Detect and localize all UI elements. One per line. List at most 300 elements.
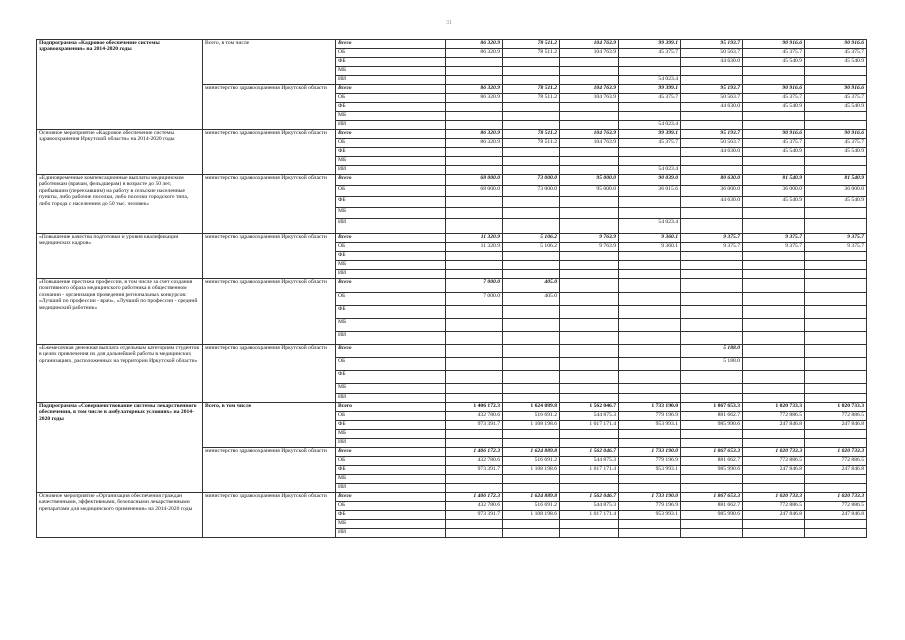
amount-cell: 44 630.0 — [681, 148, 743, 157]
amount-cell — [743, 332, 805, 345]
amount-cell — [619, 279, 681, 293]
amount-cell: 881 662.7 — [681, 457, 743, 466]
amount-cell: 516 691.2 — [503, 457, 560, 466]
program-name-cell: Подпрограмма «Совершенствование системы лекарственного обеспечения, в том числе в амбулаторных условиях» на 2014-2020 годы — [37, 403, 203, 493]
amount-cell: 9 375.7 — [805, 243, 867, 252]
amount-cell: 247 846.8 — [805, 466, 867, 475]
amount-cell — [805, 475, 867, 484]
amount-cell: 90 916.6 — [743, 40, 805, 49]
amount-cell — [503, 148, 560, 157]
amount-cell: 90 916.6 — [743, 130, 805, 139]
amount-cell — [681, 439, 743, 448]
table-row — [37, 279, 867, 293]
page-number: 31 — [446, 20, 452, 26]
amount-cell — [743, 358, 805, 371]
amount-cell: 5 106.2 — [503, 234, 560, 243]
amount-cell — [560, 371, 619, 384]
amount-cell — [503, 103, 560, 112]
amount-cell: 1 624 889.8 — [503, 403, 560, 412]
amount-cell: 9 763.9 — [560, 243, 619, 252]
program-name-cell: Основное мероприятие «Организация обеспечения граждан качественными, эффективными, безопасными лекарственными препаратами для медицинского применения» на 2014-2020 годы — [37, 493, 203, 538]
amount-cell: 1 562 046.7 — [560, 448, 619, 457]
amount-cell: 50 563.7 — [681, 94, 743, 103]
amount-cell — [446, 261, 503, 270]
amount-cell: 779 196.9 — [619, 412, 681, 421]
amount-cell — [560, 319, 619, 332]
amount-cell: 45 375.7 — [619, 94, 681, 103]
amount-cell — [681, 332, 743, 345]
amount-cell: 247 846.8 — [743, 421, 805, 430]
amount-cell: 1 017 171.4 — [560, 511, 619, 520]
amount-cell — [560, 103, 619, 112]
amount-cell — [805, 439, 867, 448]
amount-cell: 247 846.8 — [805, 421, 867, 430]
amount-cell: 247 846.8 — [743, 511, 805, 520]
amount-cell: 86 320.9 — [446, 94, 503, 103]
amount-cell — [681, 430, 743, 439]
amount-cell: 1 406 172.3 — [446, 493, 503, 502]
amount-cell — [560, 261, 619, 270]
amount-cell: 953 993.1 — [619, 511, 681, 520]
responsible-cell: Всего, в том числе — [203, 403, 336, 448]
program-name-cell: «Повышение качества подготовки и уровня квалификации медицинских кадров» — [37, 234, 203, 279]
funding-source-cell: ФБ — [336, 148, 446, 157]
amount-cell: 86 320.9 — [446, 49, 503, 58]
amount-cell: 45 375.7 — [805, 139, 867, 148]
amount-cell — [503, 384, 560, 394]
amount-cell — [503, 76, 560, 85]
amount-cell — [805, 520, 867, 529]
amount-cell: 772 886.5 — [743, 502, 805, 511]
funding-source-cell: ИИ — [336, 219, 446, 234]
amount-cell: 1 108 198.6 — [503, 511, 560, 520]
amount-cell — [743, 345, 805, 358]
amount-cell — [805, 529, 867, 538]
amount-cell — [805, 430, 867, 439]
amount-cell — [446, 166, 503, 175]
amount-cell — [681, 261, 743, 270]
amount-cell: 81 540.9 — [743, 175, 805, 186]
amount-cell — [743, 270, 805, 279]
amount-cell — [560, 332, 619, 345]
amount-cell: 516 691.2 — [503, 412, 560, 421]
table-row — [37, 345, 867, 358]
amount-cell: 432 780.6 — [446, 502, 503, 511]
amount-cell: 247 846.8 — [743, 466, 805, 475]
amount-cell: 86 320.9 — [446, 40, 503, 49]
amount-cell: 544 875.3 — [560, 457, 619, 466]
funding-source-cell: ФБ — [336, 421, 446, 430]
amount-cell: 9 375.7 — [681, 243, 743, 252]
funding-source-cell: Всего — [336, 175, 446, 186]
amount-cell — [681, 67, 743, 76]
amount-cell: 1 020 733.3 — [743, 448, 805, 457]
funding-source-cell: ФБ — [336, 103, 446, 112]
funding-source-cell: Всего — [336, 279, 446, 293]
amount-cell — [503, 67, 560, 76]
amount-cell: 544 875.3 — [560, 502, 619, 511]
amount-cell — [446, 219, 503, 234]
amount-cell: 95 000.0 — [560, 175, 619, 186]
table-row — [37, 175, 867, 186]
amount-cell — [681, 484, 743, 493]
amount-cell — [805, 279, 867, 293]
amount-cell: 45 540.9 — [743, 58, 805, 67]
amount-cell — [681, 219, 743, 234]
amount-cell — [446, 103, 503, 112]
amount-cell: 973 391.7 — [446, 466, 503, 475]
amount-cell — [560, 306, 619, 319]
amount-cell — [619, 306, 681, 319]
amount-cell: 973 391.7 — [446, 511, 503, 520]
amount-cell — [560, 394, 619, 403]
amount-cell: 44 630.0 — [681, 103, 743, 112]
amount-cell — [743, 306, 805, 319]
funding-source-cell: ИИ — [336, 332, 446, 345]
amount-cell: 104 763.9 — [560, 49, 619, 58]
amount-cell — [743, 208, 805, 219]
table-row — [37, 234, 867, 243]
amount-cell — [503, 345, 560, 358]
amount-cell: 45 375.7 — [619, 49, 681, 58]
amount-cell — [619, 319, 681, 332]
amount-cell — [446, 148, 503, 157]
amount-cell — [446, 319, 503, 332]
amount-cell — [560, 430, 619, 439]
amount-cell: 1 108 198.6 — [503, 421, 560, 430]
amount-cell — [446, 439, 503, 448]
amount-cell — [560, 197, 619, 208]
amount-cell: 985 990.6 — [681, 421, 743, 430]
amount-cell: 54 023.4 — [619, 121, 681, 130]
amount-cell — [681, 157, 743, 166]
amount-cell — [446, 121, 503, 130]
amount-cell: 68 000.0 — [446, 186, 503, 197]
funding-source-cell: ОБ — [336, 358, 446, 371]
amount-cell: 99 399.1 — [619, 40, 681, 49]
table-row — [37, 493, 867, 502]
amount-cell: 45 540.9 — [805, 103, 867, 112]
amount-cell — [560, 208, 619, 219]
funding-source-cell: ИИ — [336, 439, 446, 448]
amount-cell — [619, 157, 681, 166]
amount-cell — [743, 112, 805, 121]
funding-source-cell: ОБ — [336, 457, 446, 466]
amount-cell — [743, 121, 805, 130]
amount-cell: 78 511.2 — [503, 130, 560, 139]
amount-cell — [681, 208, 743, 219]
amount-cell: 1 406 172.3 — [446, 403, 503, 412]
amount-cell — [503, 358, 560, 371]
amount-cell — [560, 252, 619, 261]
funding-source-cell: Всего — [336, 493, 446, 502]
amount-cell: 247 846.8 — [805, 511, 867, 520]
amount-cell — [681, 270, 743, 279]
amount-cell — [446, 252, 503, 261]
amount-cell: 881 662.7 — [681, 412, 743, 421]
amount-cell — [446, 484, 503, 493]
responsible-cell: министерство здравоохранения Иркутской области — [203, 493, 336, 538]
amount-cell: 44 630.0 — [681, 197, 743, 208]
amount-cell: 9 375.7 — [743, 234, 805, 243]
amount-cell — [503, 252, 560, 261]
amount-cell: 104 763.9 — [560, 139, 619, 148]
amount-cell — [560, 67, 619, 76]
amount-cell — [503, 394, 560, 403]
amount-cell — [446, 332, 503, 345]
funding-source-cell: ОБ — [336, 139, 446, 148]
amount-cell — [446, 76, 503, 85]
funding-source-cell: Всего — [336, 234, 446, 243]
amount-cell — [681, 394, 743, 403]
amount-cell: 953 993.1 — [619, 421, 681, 430]
amount-cell — [743, 219, 805, 234]
amount-cell: 772 886.5 — [805, 502, 867, 511]
amount-cell: 1 867 653.3 — [681, 493, 743, 502]
amount-cell — [619, 484, 681, 493]
funding-source-cell: МБ — [336, 208, 446, 219]
amount-cell: 45 540.9 — [743, 197, 805, 208]
amount-cell — [446, 475, 503, 484]
amount-cell — [503, 332, 560, 345]
amount-cell — [619, 332, 681, 345]
amount-cell — [446, 58, 503, 67]
amount-cell: 772 886.5 — [805, 457, 867, 466]
amount-cell: 1 867 653.3 — [681, 403, 743, 412]
amount-cell — [560, 121, 619, 130]
amount-cell — [805, 293, 867, 306]
amount-cell: 45 375.7 — [805, 49, 867, 58]
amount-cell — [805, 384, 867, 394]
amount-cell: 1 562 046.7 — [560, 403, 619, 412]
amount-cell — [743, 76, 805, 85]
amount-cell: 104 763.9 — [560, 40, 619, 49]
amount-cell: 45 375.7 — [743, 94, 805, 103]
amount-cell: 1 624 889.8 — [503, 493, 560, 502]
amount-cell — [446, 394, 503, 403]
amount-cell — [619, 394, 681, 403]
amount-cell — [743, 484, 805, 493]
funding-source-cell: ФБ — [336, 252, 446, 261]
amount-cell — [446, 430, 503, 439]
amount-cell: 1 562 046.7 — [560, 493, 619, 502]
amount-cell — [619, 529, 681, 538]
funding-source-cell: Всего — [336, 345, 446, 358]
program-name-cell: «Повышение престижа профессии, в том числе за счет создания позитивного образа медицинского работника в общественном сознании - организация проведения региональных конкурсов: «Лучший по профессии - врач», «Лучший по профессии - средний медицинский работник» — [37, 279, 203, 345]
amount-cell — [619, 103, 681, 112]
amount-cell — [805, 208, 867, 219]
amount-cell: 78 511.2 — [503, 49, 560, 58]
amount-cell: 5 106.2 — [503, 243, 560, 252]
amount-cell: 432 780.6 — [446, 412, 503, 421]
amount-cell — [743, 279, 805, 293]
funding-source-cell: МБ — [336, 430, 446, 439]
amount-cell — [503, 219, 560, 234]
amount-cell: 45 540.9 — [805, 148, 867, 157]
amount-cell: 45 540.9 — [743, 103, 805, 112]
amount-cell: 45 540.9 — [805, 58, 867, 67]
amount-cell: 772 886.5 — [743, 412, 805, 421]
amount-cell — [560, 58, 619, 67]
funding-source-cell: ИИ — [336, 121, 446, 130]
amount-cell — [446, 358, 503, 371]
funding-source-cell: ОБ — [336, 49, 446, 58]
amount-cell — [805, 270, 867, 279]
amount-cell: 54 023.4 — [619, 76, 681, 85]
amount-cell — [619, 430, 681, 439]
funding-source-cell: МБ — [336, 319, 446, 332]
amount-cell: 45 540.9 — [805, 197, 867, 208]
amount-cell — [805, 484, 867, 493]
program-name-cell: Подпрограмма «Кадровое обеспечение системы здравоохранения» на 2014-2020 годы — [37, 40, 203, 130]
amount-cell: 86 320.9 — [446, 85, 503, 94]
amount-cell — [805, 261, 867, 270]
amount-cell: 9 763.9 — [560, 234, 619, 243]
funding-source-cell: ИИ — [336, 529, 446, 538]
amount-cell: 95 000.0 — [560, 186, 619, 197]
amount-cell: 9 360.1 — [619, 243, 681, 252]
table-row — [37, 403, 867, 412]
amount-cell: 1 017 171.4 — [560, 466, 619, 475]
amount-cell — [560, 520, 619, 529]
amount-cell — [619, 371, 681, 384]
amount-cell — [446, 157, 503, 166]
amount-cell — [619, 197, 681, 208]
amount-cell: 45 375.7 — [743, 139, 805, 148]
amount-cell — [619, 148, 681, 157]
funding-source-cell: МБ — [336, 261, 446, 270]
responsible-cell: министерство здравоохранения Иркутской области — [203, 130, 336, 175]
amount-cell — [681, 529, 743, 538]
funding-source-cell: ИИ — [336, 166, 446, 175]
amount-cell — [805, 166, 867, 175]
amount-cell — [503, 157, 560, 166]
amount-cell: 779 196.9 — [619, 457, 681, 466]
funding-source-cell: Всего — [336, 85, 446, 94]
amount-cell — [805, 112, 867, 121]
amount-cell — [681, 166, 743, 175]
amount-cell — [743, 261, 805, 270]
amount-cell: 772 886.5 — [743, 457, 805, 466]
funding-source-cell: ОБ — [336, 94, 446, 103]
amount-cell: 881 662.7 — [681, 502, 743, 511]
amount-cell — [619, 67, 681, 76]
budget-table — [36, 39, 867, 538]
amount-cell — [503, 121, 560, 130]
funding-source-cell: МБ — [336, 475, 446, 484]
amount-cell — [446, 270, 503, 279]
amount-cell — [560, 484, 619, 493]
amount-cell — [560, 279, 619, 293]
funding-source-cell: МБ — [336, 520, 446, 529]
responsible-cell: министерство здравоохранения Иркутской области — [203, 345, 336, 403]
amount-cell: 73 000.0 — [503, 175, 560, 186]
amount-cell: 36 015.6 — [619, 186, 681, 197]
amount-cell: 985 990.6 — [681, 511, 743, 520]
amount-cell — [503, 270, 560, 279]
amount-cell — [446, 306, 503, 319]
table-row — [37, 130, 867, 139]
amount-cell — [681, 371, 743, 384]
amount-cell: 1 020 733.3 — [805, 448, 867, 457]
amount-cell: 95 193.7 — [681, 40, 743, 49]
amount-cell: 1 624 889.8 — [503, 448, 560, 457]
amount-cell: 985 990.6 — [681, 466, 743, 475]
amount-cell: 405.0 — [503, 279, 560, 293]
table-row — [37, 40, 867, 49]
amount-cell — [805, 371, 867, 384]
amount-cell — [619, 252, 681, 261]
amount-cell — [446, 208, 503, 219]
amount-cell: 11 320.9 — [446, 234, 503, 243]
funding-source-cell: ФБ — [336, 466, 446, 475]
responsible-cell: министерство здравоохранения Иркутской области — [203, 175, 336, 234]
amount-cell — [560, 475, 619, 484]
amount-cell — [619, 112, 681, 121]
funding-source-cell: ИИ — [336, 394, 446, 403]
amount-cell — [681, 279, 743, 293]
funding-source-cell: Всего — [336, 40, 446, 49]
amount-cell: 95 193.7 — [681, 130, 743, 139]
amount-cell: 68 000.0 — [446, 175, 503, 186]
amount-cell — [560, 148, 619, 157]
amount-cell — [681, 121, 743, 130]
funding-source-cell: ОБ — [336, 293, 446, 306]
amount-cell — [619, 358, 681, 371]
funding-source-cell: ИИ — [336, 270, 446, 279]
amount-cell — [503, 529, 560, 538]
amount-cell: 78 511.2 — [503, 94, 560, 103]
amount-cell — [681, 475, 743, 484]
amount-cell: 1 867 653.3 — [681, 448, 743, 457]
amount-cell — [446, 345, 503, 358]
amount-cell: 1 020 733.3 — [805, 403, 867, 412]
amount-cell — [743, 371, 805, 384]
funding-source-cell: ФБ — [336, 197, 446, 208]
amount-cell — [503, 58, 560, 67]
amount-cell — [619, 270, 681, 279]
amount-cell — [743, 439, 805, 448]
funding-source-cell: Всего — [336, 448, 446, 457]
amount-cell — [743, 394, 805, 403]
program-name-cell: «Ежемесячная денежная выплата отдельным категориям студентов в целях привлечения их для дальнейшей работы в медицинских организациях, расположенных на территории Иркутской области» — [37, 345, 203, 403]
amount-cell — [805, 121, 867, 130]
funding-source-cell: ФБ — [336, 306, 446, 319]
amount-cell — [560, 384, 619, 394]
amount-cell: 45 375.7 — [619, 139, 681, 148]
amount-cell: 86 320.9 — [446, 130, 503, 139]
amount-cell — [743, 67, 805, 76]
amount-cell: 36 000.0 — [743, 186, 805, 197]
amount-cell — [743, 430, 805, 439]
program-name-cell: Основное мероприятие «Кадровое обеспечение системы здравоохранения Иркутской области» на 2014-2020 годы — [37, 130, 203, 175]
amount-cell: 45 375.7 — [805, 94, 867, 103]
amount-cell — [743, 293, 805, 306]
amount-cell: 1 017 171.4 — [560, 421, 619, 430]
amount-cell: 1 733 190.0 — [619, 493, 681, 502]
amount-cell — [560, 157, 619, 166]
funding-source-cell: ОБ — [336, 412, 446, 421]
amount-cell — [446, 67, 503, 76]
amount-cell — [619, 293, 681, 306]
amount-cell: 86 320.9 — [446, 139, 503, 148]
amount-cell: 95 193.7 — [681, 85, 743, 94]
amount-cell: 50 563.7 — [681, 139, 743, 148]
amount-cell: 9 360.1 — [619, 234, 681, 243]
amount-cell — [805, 319, 867, 332]
funding-source-cell: ОБ — [336, 186, 446, 197]
amount-cell — [619, 475, 681, 484]
